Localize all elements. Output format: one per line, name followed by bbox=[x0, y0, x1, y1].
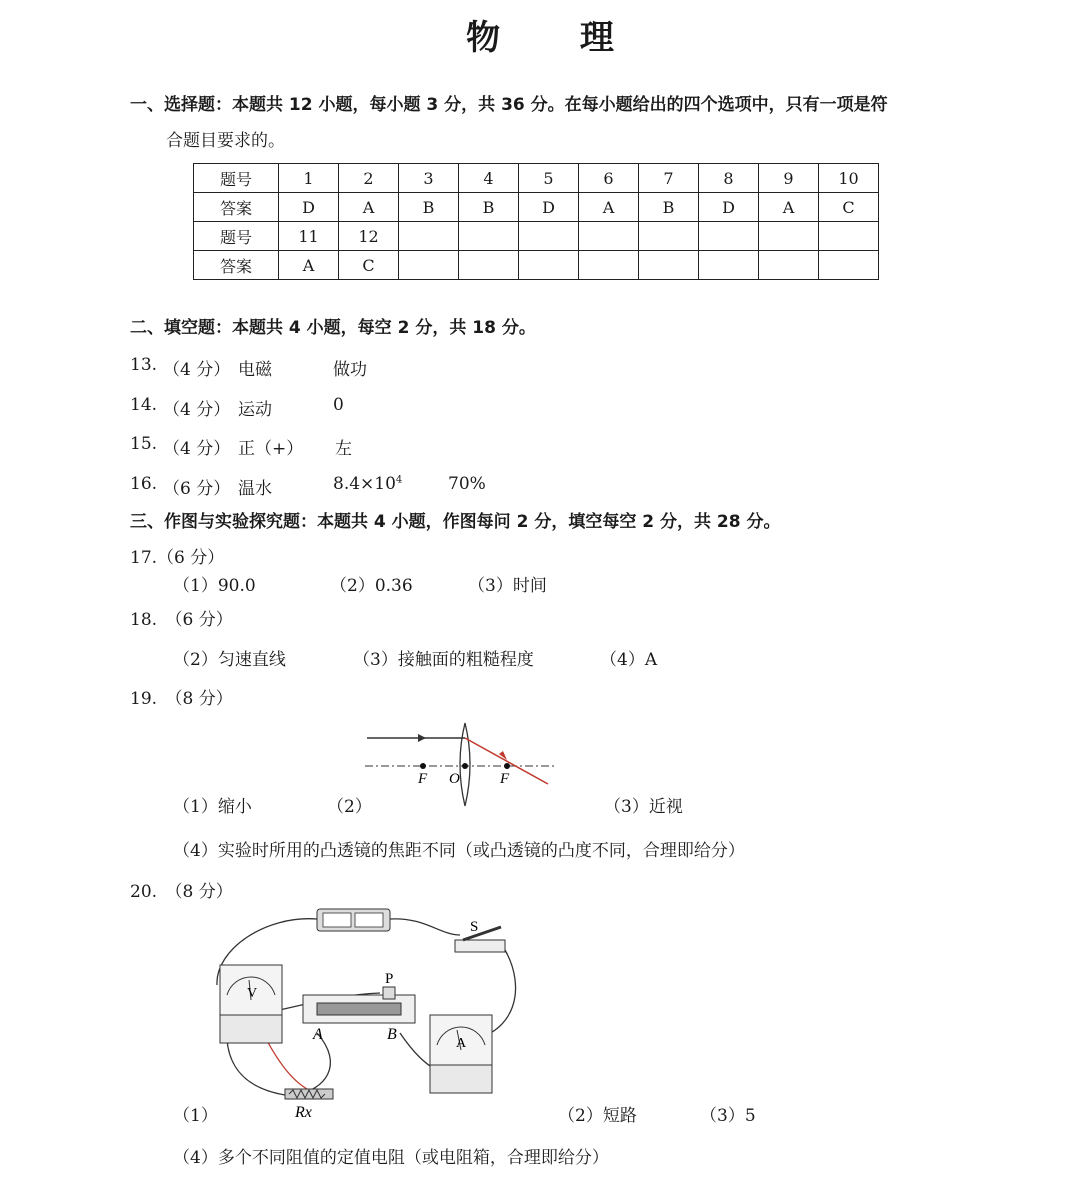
label-number: 题号 bbox=[194, 222, 279, 251]
q17-part-2: （2）0.36 bbox=[330, 576, 413, 596]
table-cell: D bbox=[279, 193, 339, 222]
table-cell: 1 bbox=[279, 164, 339, 193]
label-number: 题号 bbox=[194, 164, 279, 193]
switch-lever bbox=[463, 927, 501, 940]
q16-answer-2-exp: 4 bbox=[395, 474, 403, 486]
focal-point-left bbox=[420, 763, 426, 769]
table-cell: B bbox=[459, 193, 519, 222]
q18-header: 18. （6 分） bbox=[130, 610, 233, 630]
answer-table bbox=[193, 163, 879, 280]
q18-part-3: （3）接触面的粗糙程度 bbox=[353, 650, 534, 670]
table-cell: 9 bbox=[759, 164, 819, 193]
table-cell bbox=[519, 251, 579, 280]
lens-diagram bbox=[360, 718, 560, 810]
q19-part-2: （2） bbox=[327, 797, 372, 817]
q20-header: 20. （8 分） bbox=[130, 882, 233, 902]
voltmeter-base bbox=[220, 1015, 282, 1043]
table-cell: 11 bbox=[279, 222, 339, 251]
label-voltmeter: V bbox=[247, 986, 258, 1001]
arrow-icon bbox=[418, 734, 426, 742]
section1-heading-cont: 合题目要求的。 bbox=[166, 131, 285, 151]
q15-answer-1: 正（+） bbox=[238, 439, 304, 459]
wire bbox=[390, 919, 460, 935]
table-cell: B bbox=[639, 193, 699, 222]
rheostat-slider bbox=[383, 987, 395, 999]
table-cell bbox=[759, 222, 819, 251]
table-row bbox=[194, 251, 879, 280]
table-cell: A bbox=[279, 251, 339, 280]
q17-part-3: （3）时间 bbox=[468, 576, 547, 596]
table-row bbox=[194, 193, 879, 222]
q19-part-1: （1）缩小 bbox=[173, 797, 252, 817]
battery-cell bbox=[323, 913, 351, 927]
label-answer: 答案 bbox=[194, 193, 279, 222]
table-cell bbox=[459, 222, 519, 251]
table-cell: D bbox=[519, 193, 579, 222]
section2-heading: 二、填空题：本题共 4 小题，每空 2 分，共 18 分。 bbox=[130, 318, 536, 338]
table-cell bbox=[519, 222, 579, 251]
wire-drawn bbox=[265, 1037, 315, 1093]
table-cell: C bbox=[339, 251, 399, 280]
table-cell: 10 bbox=[819, 164, 879, 193]
q16-answer-3: 70% bbox=[448, 474, 486, 494]
table-cell: 3 bbox=[399, 164, 459, 193]
table-row bbox=[194, 222, 879, 251]
q13-answer-1: 电磁 bbox=[238, 360, 272, 380]
q14-number: 14. bbox=[130, 395, 158, 415]
table-cell: C bbox=[819, 193, 879, 222]
label-answer: 答案 bbox=[194, 251, 279, 280]
section3-heading: 三、作图与实验探究题：本题共 4 小题，作图每问 2 分，填空每空 2 分，共 28 分。 bbox=[130, 512, 781, 532]
q17-part-1: （1）90.0 bbox=[173, 576, 256, 596]
q14-answer-1: 运动 bbox=[238, 400, 272, 420]
table-cell bbox=[699, 222, 759, 251]
table-cell: 5 bbox=[519, 164, 579, 193]
label-f-right: F bbox=[500, 771, 510, 787]
table-cell: A bbox=[579, 193, 639, 222]
q19-part-3: （3）近视 bbox=[604, 797, 683, 817]
q20-part-1: （1） bbox=[173, 1106, 218, 1126]
q13-answer-2: 做功 bbox=[333, 360, 367, 380]
label-ammeter: A bbox=[456, 1036, 467, 1051]
table-cell bbox=[639, 251, 699, 280]
q20-part-2: （2）短路 bbox=[558, 1106, 637, 1126]
table-cell bbox=[399, 251, 459, 280]
q15-score: （4 分） bbox=[163, 439, 231, 459]
table-cell: B bbox=[399, 193, 459, 222]
q16-score: （6 分） bbox=[163, 479, 231, 499]
label-end-b: B bbox=[387, 1026, 397, 1043]
q16-answer-2-base: 8.4×10 bbox=[333, 474, 396, 494]
table-cell bbox=[759, 251, 819, 280]
rheostat-coil bbox=[317, 1003, 401, 1015]
q20-part-3: （3）5 bbox=[700, 1106, 756, 1126]
table-cell bbox=[579, 251, 639, 280]
wire bbox=[227, 1040, 285, 1095]
table-cell bbox=[579, 222, 639, 251]
q18-part-2: （2）匀速直线 bbox=[173, 650, 286, 670]
table-cell: 6 bbox=[579, 164, 639, 193]
battery-cell bbox=[355, 913, 383, 927]
q13-number: 13. bbox=[130, 355, 158, 375]
table-cell: 4 bbox=[459, 164, 519, 193]
ammeter-base bbox=[430, 1065, 492, 1093]
q18-part-4: （4）A bbox=[600, 650, 658, 670]
circuit-diagram bbox=[205, 905, 525, 1125]
table-cell: A bbox=[759, 193, 819, 222]
table-cell bbox=[699, 251, 759, 280]
label-end-a: A bbox=[313, 1026, 323, 1043]
q19-part-4: （4）实验时所用的凸透镜的焦距不同（或凸透镜的凸度不同，合理即给分） bbox=[173, 841, 745, 861]
table-cell: 2 bbox=[339, 164, 399, 193]
q19-header: 19. （8 分） bbox=[130, 689, 233, 709]
table-cell: 8 bbox=[699, 164, 759, 193]
label-switch: S bbox=[470, 919, 479, 935]
q16-answer-2 bbox=[333, 474, 402, 494]
q15-answer-2: 左 bbox=[335, 439, 352, 459]
switch-base bbox=[455, 940, 505, 952]
label-o: O bbox=[449, 771, 460, 787]
q15-number: 15. bbox=[130, 434, 158, 454]
table-cell: D bbox=[699, 193, 759, 222]
table-cell bbox=[819, 222, 879, 251]
q20-part-4: （4）多个不同阻值的定值电阻（或电阻箱，合理即给分） bbox=[173, 1148, 609, 1168]
label-slider: P bbox=[385, 971, 394, 987]
q16-number: 16. bbox=[130, 474, 158, 494]
focal-point-right bbox=[504, 763, 510, 769]
optical-center bbox=[462, 763, 468, 769]
q16-answer-1: 温水 bbox=[238, 479, 272, 499]
table-cell bbox=[639, 222, 699, 251]
label-f-left: F bbox=[418, 771, 428, 787]
table-cell: A bbox=[339, 193, 399, 222]
table-cell bbox=[819, 251, 879, 280]
q17-header: 17.（6 分） bbox=[130, 548, 225, 568]
q14-answer-2: 0 bbox=[333, 395, 344, 415]
page-title: 物 理 bbox=[466, 18, 648, 58]
table-cell: 7 bbox=[639, 164, 699, 193]
table-cell: 12 bbox=[339, 222, 399, 251]
table-row bbox=[194, 164, 879, 193]
q13-score: （4 分） bbox=[163, 360, 231, 380]
q14-score: （4 分） bbox=[163, 400, 231, 420]
section1-heading: 一、选择题：本题共 12 小题，每小题 3 分，共 36 分。在每小题给出的四个选项中，只有一项是符 bbox=[130, 95, 888, 115]
table-cell bbox=[459, 251, 519, 280]
label-resistor: Rx bbox=[295, 1104, 312, 1121]
table-cell bbox=[399, 222, 459, 251]
